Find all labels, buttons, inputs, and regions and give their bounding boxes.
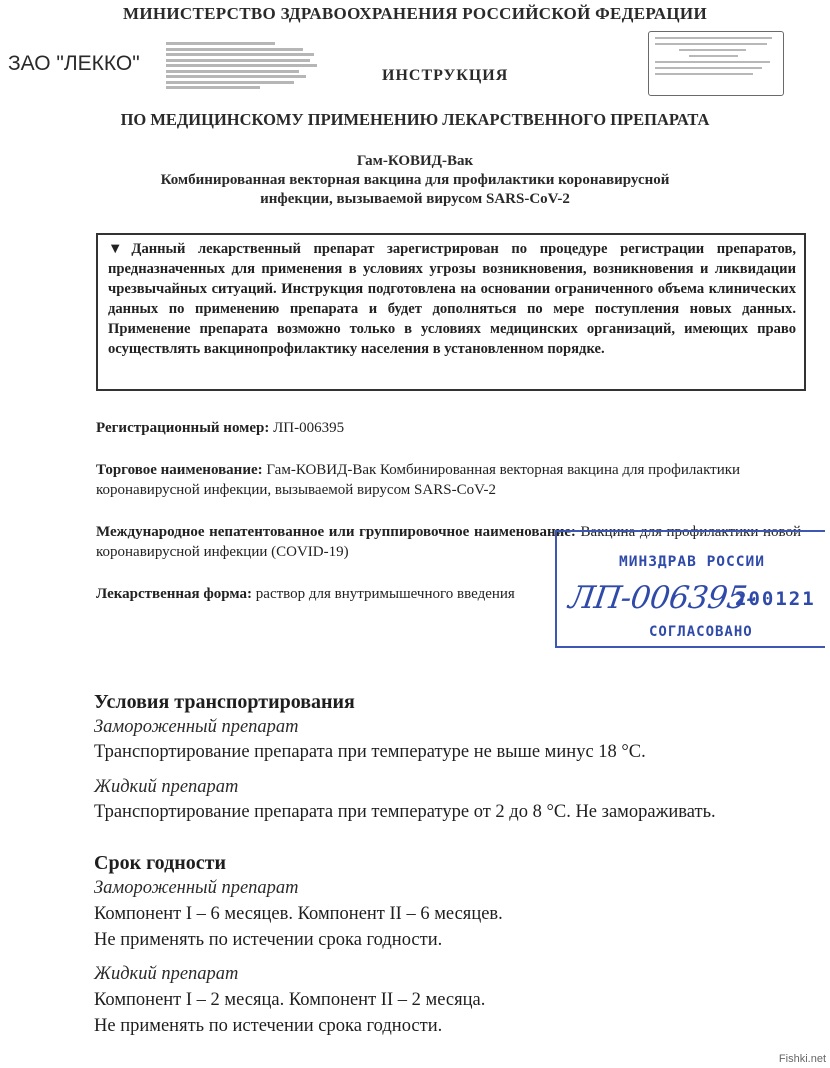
international-name-value: Вакцина для профилактики новой коронавирусной инфекции (COVID-19) [96, 524, 801, 560]
registration-notice-box: ▼Данный лекарственный препарат зарегистрирован по процедуре регистрации препаратов, предназначенных для применения в условиях угрозы возникновения, возникновения и ликвидации чрезвычайных ситуаций. Инструкция подготовлена на основании ограниченного объема клинических данных по применению препарата и будет дополняться по мере поступления новых данных. Применение препарата возможно только в условиях медицинских организаций, имеющих право осуществлять вакцинопрофилактику населения в установленном порядке. [96, 233, 806, 391]
drug-description-line-1: Комбинированная векторная вакцина для профилактики коронавирусной [160, 172, 670, 188]
transport-frozen-text: Транспортирование препарата при температуре не выше минус 18 °С. [94, 742, 646, 762]
trade-name-label: Торговое наименование: [96, 462, 263, 478]
stamp-number: ЛП-006395- [566, 580, 759, 616]
transport-section-title: Условия транспортирования [94, 691, 355, 713]
transport-frozen-label: Замороженный препарат [94, 717, 299, 737]
transport-liquid-label: Жидкий препарат [94, 777, 239, 797]
registration-number-label: Регистрационный номер: [96, 420, 270, 436]
drug-description-line-2: инфекции, вызываемой вирусом SARS-CoV-2 [260, 191, 570, 207]
shelf-liquid-label: Жидкий препарат [94, 964, 239, 984]
shelf-life-section-title: Срок годности [94, 852, 226, 874]
trade-name-value: Гам-КОВИД-Вак Комбинированная векторная вакцина для профилактики коронавирусной инфекции, вызываемой вирусом SARS-CoV-2 [96, 462, 741, 498]
instruction-title: ИНСТРУКЦИЯ [382, 67, 509, 84]
company-details-smallprint [166, 42, 322, 92]
international-name-label: Международное непатентованное или группировочное наименование: [96, 524, 576, 540]
stamp-header: МИНЗДРАВ РОССИИ [619, 554, 765, 570]
dosage-form-value: раствор для внутримышечного введения [255, 586, 515, 602]
dosage-form-label: Лекарственная форма: [96, 586, 253, 602]
stamp-status: СОГЛАСОВАНО [649, 624, 753, 640]
stamp-date: 200121 [735, 588, 816, 610]
shelf-liquid-line-1: Компонент I – 2 месяца. Компонент II – 2 месяца. [94, 990, 486, 1010]
transport-liquid-text: Транспортирование препарата при температуре от 2 до 8 °С. Не замораживать. [94, 802, 716, 822]
registration-number-value: ЛП-006395 [273, 420, 345, 436]
trade-name [96, 460, 801, 500]
registration-number [96, 418, 801, 438]
shelf-frozen-line-1: Компонент I – 6 месяцев. Компонент II – 6 месяцев. [94, 904, 503, 924]
shelf-liquid-line-2: Не применять по истечении срока годности. [94, 1016, 443, 1036]
drug-name: Гам-КОВИД-Вак [356, 153, 474, 169]
ministry-approval-stamp [555, 530, 825, 648]
shelf-frozen-label: Замороженный препарат [94, 878, 299, 898]
company-name: ЗАО "ЛЕККО" [8, 52, 140, 75]
shelf-frozen-line-2: Не применять по истечении срока годности. [94, 930, 443, 950]
approval-stamp-small [648, 31, 784, 96]
drug-title-block [0, 152, 830, 209]
site-watermark: Fishki.net [778, 1053, 826, 1065]
document-subtitle: ПО МЕДИЦИНСКОМУ ПРИМЕНЕНИЮ ЛЕКАРСТВЕННОГО ПРЕПАРАТА [120, 110, 710, 129]
ministry-header: МИНИСТЕРСТВО ЗДРАВООХРАНЕНИЯ РОССИЙСКОЙ ФЕДЕРАЦИИ [123, 4, 707, 23]
